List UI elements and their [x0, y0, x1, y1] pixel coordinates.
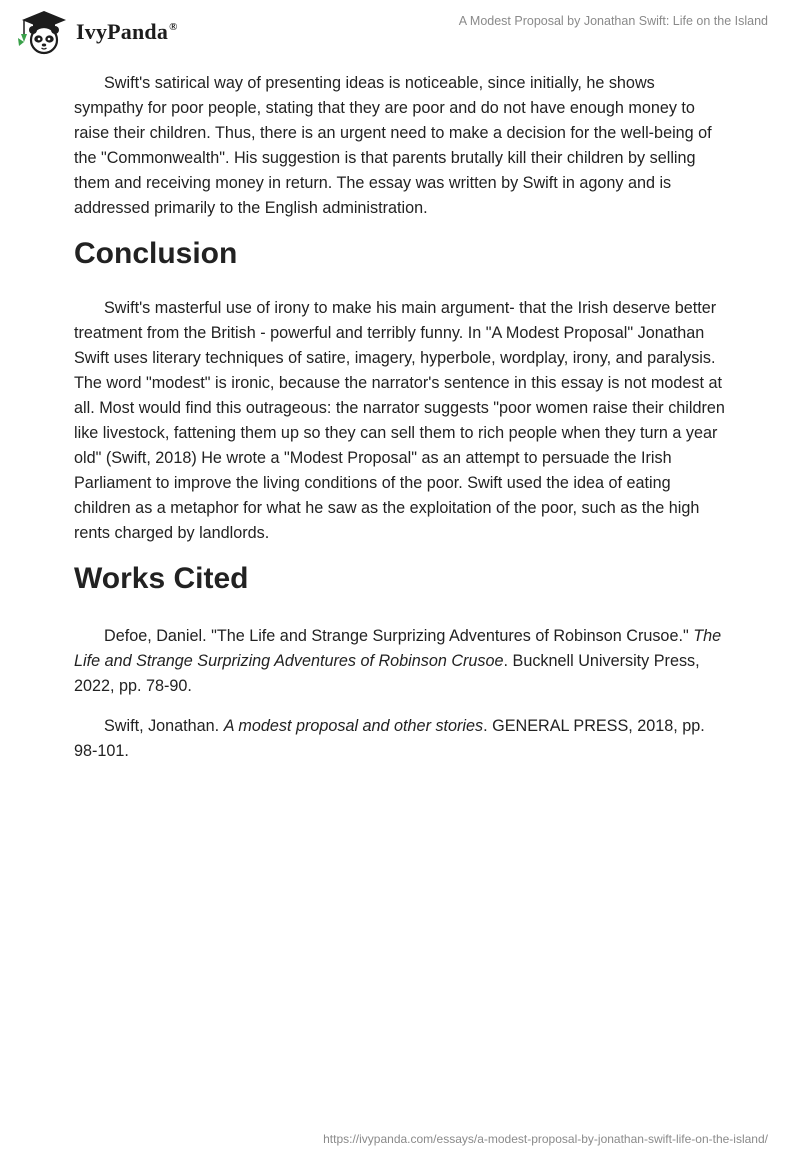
- intro-paragraph: Swift's satirical way of presenting ideas is noticeable, since initially, he shows sympathy for poor people, stating that they are poor and do not have enough money to raise their children. Thus, there is an urgent need to make a decision for the well-being of the "Commonwealth". His suggestion is that parents brutally kill their children by selling them and receiving money in return. The essay was written by Swift in agony and is addressed primarily to the English administration.: [74, 74, 712, 217]
- conclusion-heading: Conclusion: [74, 237, 238, 270]
- conclusion-paragraph: Swift's masterful use of irony to make his main argument- that the Irish deserve better treatment from the British - powerful and terribly funny. In "A Modest Proposal" Jonathan Swift uses literary techniques of satire, imagery, hyperbole, wordplay, irony, and paralysis. The word "modest" is ironic, because the narrator's sentence in this essay is not modest at all. Most would find this outrageous: the narrator suggests "poor women raise their children like livestock, fattening them up so they can sell them to rich people when they turn a year old" (Swift, 2018) He wrote a "Modest Proposal" as an attempt to persuade the Irish Parliament to improve the living conditions of the poor. Swift used the idea of eating children as a metaphor for what he saw as the exploitation of the poor, such as the high rents charged by landlords.: [74, 299, 725, 542]
- document-title: A Modest Proposal by Jonathan Swift: Life on the Island: [458, 14, 768, 28]
- panda-graduation-cap-icon: [14, 8, 74, 56]
- brand-logo[interactable]: [14, 8, 178, 56]
- citation-item: Defoe, Daniel. "The Life and Strange Surprizing Adventures of Robinson Crusoe." The Life and Strange Surprizing Adventures of Robinson Crusoe. Bucknell University Press, 2022, pp. 78-90.: [74, 627, 722, 695]
- brand-name: IvyPanda®: [76, 19, 178, 44]
- essay-content: [74, 71, 726, 779]
- source-url-link[interactable]: https://ivypanda.com/essays/a-modest-proposal-by-jonathan-swift-life-on-the-island/: [323, 1132, 768, 1146]
- citation-item: Swift, Jonathan. A modest proposal and other stories. GENERAL PRESS, 2018, pp. 98-101.: [74, 717, 705, 760]
- works-cited-heading: Works Cited: [74, 562, 249, 595]
- page-header: [0, 0, 800, 60]
